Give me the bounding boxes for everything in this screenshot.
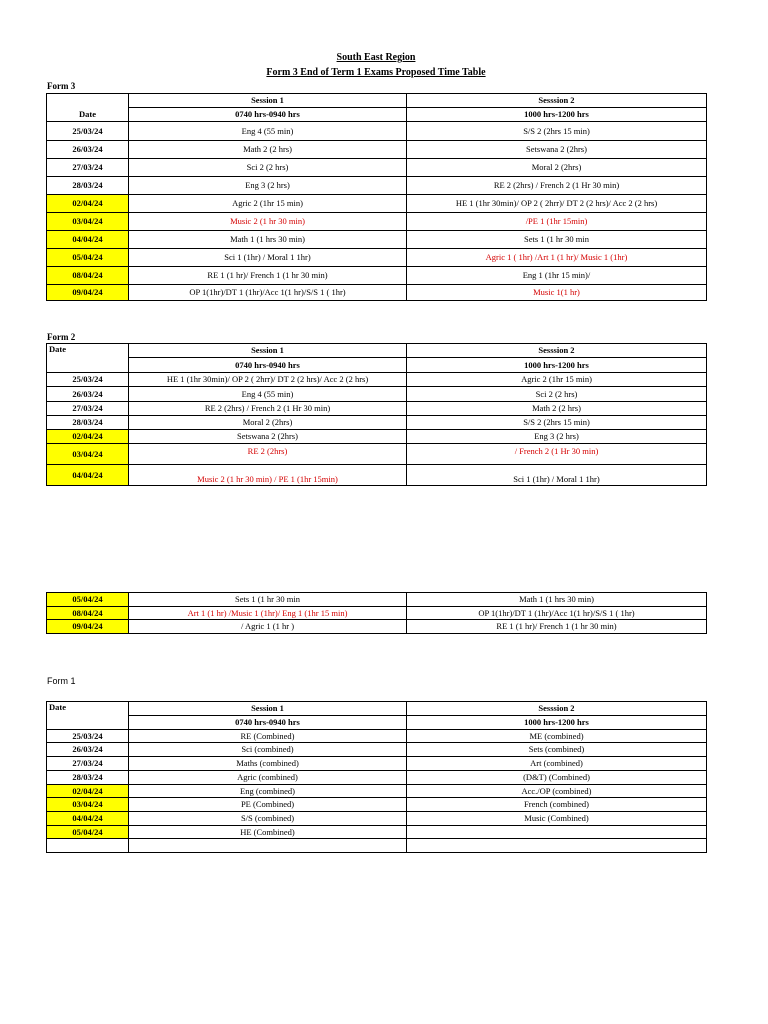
date-cell: 05/04/24 <box>47 593 129 607</box>
session2-cell: / French 2 (1 Hr 30 min) <box>407 444 707 465</box>
date-cell: 02/04/24 <box>47 785 129 798</box>
session2-header: Sesssion 2 <box>407 344 707 358</box>
session2-cell: Sci 2 (2 hrs) <box>407 387 707 402</box>
empty-cell <box>129 839 407 853</box>
session1-header: Session 1 <box>129 344 407 358</box>
table-row <box>47 430 707 444</box>
session1-cell: PE (Combined) <box>129 798 407 812</box>
session2-cell: Eng 1 (1hr 15 min)/ <box>407 267 707 285</box>
date-cell: 02/04/24 <box>47 195 129 213</box>
date-cell: 25/03/24 <box>47 730 129 743</box>
table-row <box>47 195 707 213</box>
form2-continued-table <box>46 592 707 634</box>
table-row <box>47 402 707 416</box>
table-row <box>47 285 707 301</box>
session2-cell: RE 1 (1 hr)/ French 1 (1 hr 30 min) <box>407 620 707 634</box>
date-cell: 05/04/24 <box>47 826 129 839</box>
session1-cell: Eng (combined) <box>129 785 407 798</box>
table-row <box>47 743 707 757</box>
form3-label: Form 3 <box>47 81 76 91</box>
session2-cell: Moral 2 (2hrs) <box>407 159 707 177</box>
table-row <box>47 826 707 839</box>
session2-cell: Sets (combined) <box>407 743 707 757</box>
session1-cell: HE 1 (1hr 30min)/ OP 2 ( 2hrr)/ DT 2 (2 hrs)/ Acc 2 (2 hrs) <box>129 373 407 387</box>
session1-cell: S/S (combined) <box>129 812 407 826</box>
session2-cell: Agric 2 (1hr 15 min) <box>407 373 707 387</box>
session1-header: Session 1 <box>129 94 407 108</box>
table-row <box>47 373 707 387</box>
table-row <box>47 122 707 141</box>
date-cell: 27/03/24 <box>47 159 129 177</box>
session2-time: 1000 hrs-1200 hrs <box>407 358 707 373</box>
form2-label: Form 2 <box>47 332 76 342</box>
date-cell: 09/04/24 <box>47 620 129 634</box>
session2-cell: Acc./OP (combined) <box>407 785 707 798</box>
date-cell: 05/04/24 <box>47 249 129 267</box>
session1-cell: RE 2 (2hrs) / French 2 (1 Hr 30 min) <box>129 402 407 416</box>
session2-cell: /PE 1 (1hr 15min) <box>407 213 707 231</box>
table-row <box>47 444 707 465</box>
table-row <box>47 798 707 812</box>
date-cell: 27/03/24 <box>47 402 129 416</box>
session2-cell: ME (combined) <box>407 730 707 743</box>
session1-cell: Agric 2 (1hr 15 min) <box>129 195 407 213</box>
table-row <box>47 141 707 159</box>
session1-cell: / Agric 1 (1 hr ) <box>129 620 407 634</box>
session1-time: 0740 hrs-0940 hrs <box>129 358 407 373</box>
date-header: Date <box>47 344 129 373</box>
form1-table <box>46 701 707 853</box>
session2-cell: Agric 1 ( 1hr) /Art 1 (1 hr)/ Music 1 (1hr) <box>407 249 707 267</box>
session2-cell: Math 1 (1 hrs 30 min) <box>407 593 707 607</box>
date-cell: 09/04/24 <box>47 285 129 301</box>
session1-cell: Art 1 (1 hr) /Music 1 (1hr)/ Eng 1 (1hr 15 min) <box>129 607 407 620</box>
table-row <box>47 159 707 177</box>
date-cell: 02/04/24 <box>47 430 129 444</box>
session1-cell: Eng 3 (2 hrs) <box>129 177 407 195</box>
session2-cell: Art (combined) <box>407 757 707 771</box>
form1-label: Form 1 <box>47 676 76 686</box>
session1-time: 0740 hrs-0940 hrs <box>129 716 407 730</box>
table-row <box>47 839 707 853</box>
date-cell: 08/04/24 <box>47 607 129 620</box>
date-cell: 28/03/24 <box>47 177 129 195</box>
empty-cell <box>47 839 129 853</box>
session2-cell: HE 1 (1hr 30min)/ OP 2 ( 2hrr)/ DT 2 (2 hrs)/ Acc 2 (2 hrs) <box>407 195 707 213</box>
session1-cell: Music 2 (1 hr 30 min) / PE 1 (1hr 15min) <box>129 465 407 486</box>
date-cell: 08/04/24 <box>47 267 129 285</box>
session2-cell: S/S 2 (2hrs 15 min) <box>407 122 707 141</box>
table-row <box>47 213 707 231</box>
date-cell: 25/03/24 <box>47 373 129 387</box>
session1-time: 0740 hrs-0940 hrs <box>129 108 407 122</box>
session2-time: 1000 hrs-1200 hrs <box>407 108 707 122</box>
session1-cell: RE (Combined) <box>129 730 407 743</box>
timetable-title: Form 3 End of Term 1 Exams Proposed Time Table <box>266 67 486 78</box>
date-cell: 27/03/24 <box>47 757 129 771</box>
session1-cell: HE (Combined) <box>129 826 407 839</box>
session2-cell: Music 1(1 hr) <box>407 285 707 301</box>
table-row <box>47 730 707 743</box>
session2-cell: Music (Combined) <box>407 812 707 826</box>
date-cell: 25/03/24 <box>47 122 129 141</box>
date-cell: 03/04/24 <box>47 798 129 812</box>
table-row <box>47 249 707 267</box>
table-row <box>47 785 707 798</box>
session1-cell: OP 1(1hr)/DT 1 (1hr)/Acc 1(1 hr)/S/S 1 ( 1hr) <box>129 285 407 301</box>
table-row <box>47 416 707 430</box>
session2-cell: S/S 2 (2hrs 15 min) <box>407 416 707 430</box>
date-cell: 28/03/24 <box>47 771 129 785</box>
session1-cell: Setswana 2 (2hrs) <box>129 430 407 444</box>
session2-cell: (D&T) (Combined) <box>407 771 707 785</box>
session1-cell: Sci 2 (2 hrs) <box>129 159 407 177</box>
session1-cell: Maths (combined) <box>129 757 407 771</box>
table-row <box>47 267 707 285</box>
session1-header: Session 1 <box>129 702 407 716</box>
table-row <box>47 231 707 249</box>
session1-cell: Eng 4 (55 min) <box>129 122 407 141</box>
session1-cell: RE 1 (1 hr)/ French 1 (1 hr 30 min) <box>129 267 407 285</box>
session2-header: Sesssion 2 <box>407 94 707 108</box>
date-cell: 26/03/24 <box>47 387 129 402</box>
session2-cell: Sets 1 (1 hr 30 min <box>407 231 707 249</box>
table-row <box>47 465 707 486</box>
date-cell: 26/03/24 <box>47 141 129 159</box>
date-header: Date <box>47 702 129 730</box>
form2-table <box>46 343 707 486</box>
date-cell: 04/04/24 <box>47 465 129 486</box>
table-row <box>47 620 707 634</box>
empty-cell <box>407 839 707 853</box>
date-cell: 26/03/24 <box>47 743 129 757</box>
table-row <box>47 593 707 607</box>
date-cell: 03/04/24 <box>47 213 129 231</box>
table-row <box>47 177 707 195</box>
session1-cell: Eng 4 (55 min) <box>129 387 407 402</box>
session2-cell: Setswana 2 (2hrs) <box>407 141 707 159</box>
session1-cell: Sci 1 (1hr) / Moral 1 1hr) <box>129 249 407 267</box>
session1-cell: Math 1 (1 hrs 30 min) <box>129 231 407 249</box>
session1-cell: RE 2 (2hrs) <box>129 444 407 465</box>
session1-cell: Sets 1 (1 hr 30 min <box>129 593 407 607</box>
session2-cell <box>407 826 707 839</box>
date-cell: 04/04/24 <box>47 812 129 826</box>
table-row <box>47 607 707 620</box>
session2-time: 1000 hrs-1200 hrs <box>407 716 707 730</box>
date-cell: 28/03/24 <box>47 416 129 430</box>
session1-cell: Moral 2 (2hrs) <box>129 416 407 430</box>
date-cell: 03/04/24 <box>47 444 129 465</box>
region-title: South East Region <box>336 52 416 63</box>
date-cell: 04/04/24 <box>47 231 129 249</box>
date-header: Date <box>47 108 129 122</box>
empty-cell <box>47 94 129 108</box>
table-row <box>47 387 707 402</box>
session2-cell: French (combined) <box>407 798 707 812</box>
session2-cell: Sci 1 (1hr) / Moral 1 1hr) <box>407 465 707 486</box>
session2-header: Sesssion 2 <box>407 702 707 716</box>
table-row <box>47 771 707 785</box>
session2-cell: OP 1(1hr)/DT 1 (1hr)/Acc 1(1 hr)/S/S 1 ( 1hr) <box>407 607 707 620</box>
form3-table <box>46 93 707 301</box>
session1-cell: Music 2 (1 hr 30 min) <box>129 213 407 231</box>
session2-cell: Math 2 (2 hrs) <box>407 402 707 416</box>
table-row <box>47 757 707 771</box>
session2-cell: Eng 3 (2 hrs) <box>407 430 707 444</box>
session1-cell: Math 2 (2 hrs) <box>129 141 407 159</box>
table-row <box>47 812 707 826</box>
session1-cell: Agric (combined) <box>129 771 407 785</box>
session2-cell: RE 2 (2hrs) / French 2 (1 Hr 30 min) <box>407 177 707 195</box>
session1-cell: Sci (combined) <box>129 743 407 757</box>
